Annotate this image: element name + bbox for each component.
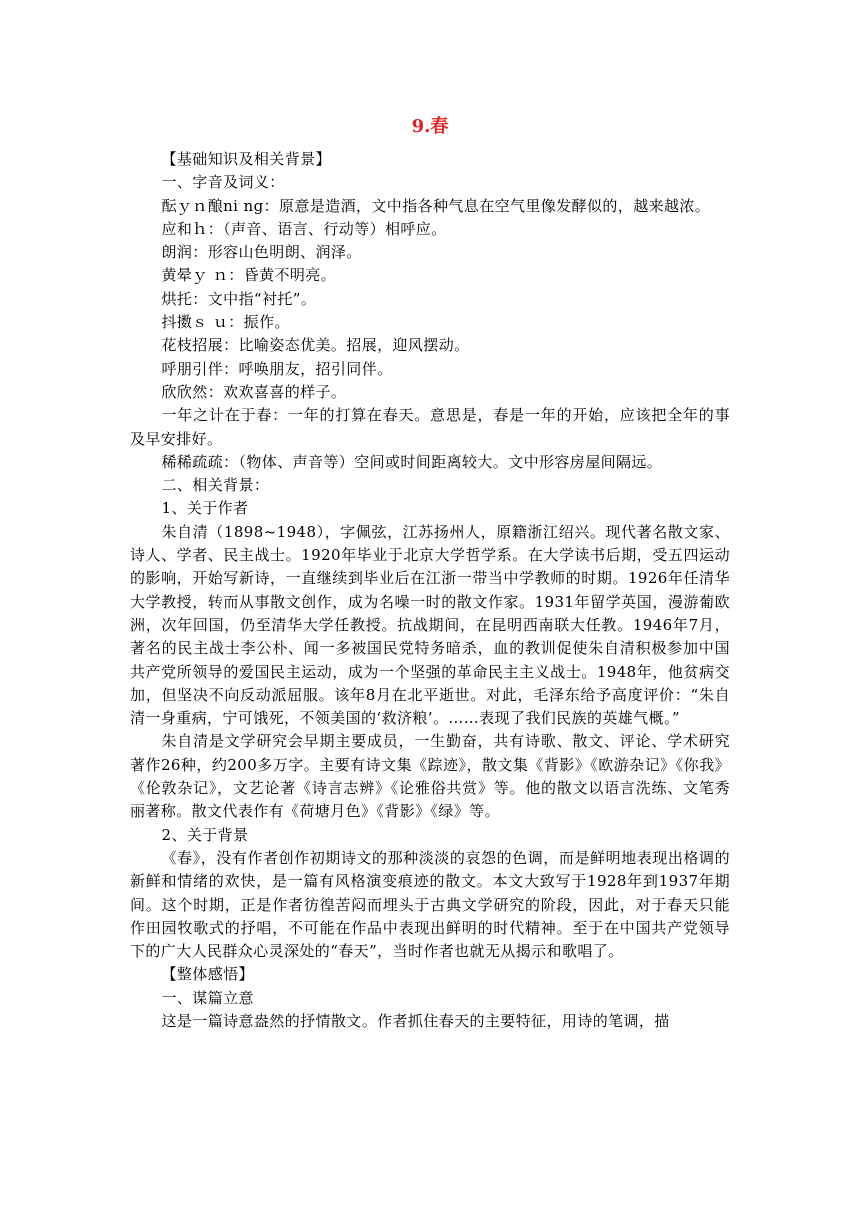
section-heading: 【整体感悟】 — [161, 965, 254, 984]
vocab-entry: 应和ｈ：（声音、语言、行动等）相呼应。 — [161, 219, 447, 238]
section-heading: 【基础知识及相关背景】 — [161, 150, 331, 168]
subsection-heading: 二、相关背景： — [161, 476, 270, 495]
body-paragraph: 《春》，没有作者创作初期诗文的那种淡淡的哀怨的色调，而是鲜明地表现出格调的新鲜和情绪的欢快，是一篇有风格演变痕迹的散文。本文大致写于1928年到1937年期间。这个时期，正是作者彷徨苦闷而埋头于古典文学研究的阶段，因此，对于春天只能作田园牧歌式的抒唱，不可能在作品中表现出鲜明的时代精神。至于在中国共产党领导下的广大人民群众心灵深处的“春天”，当时作者也就无从揭示和歌唱了。 — [130, 848, 730, 961]
body-paragraph: 朱自清（1898~1948），字佩弦，江苏扬州人，原籍浙江绍兴。现代著名散文家、诗人、学者、民主战士。1920年毕业于北京大学哲学系。在大学读书后期，受五四运动的影响，开始写新诗，一直继续到毕业后在江浙一带当中学教师的时期。1926年任清华大学教授，转而从事散文创作，成为名噪一时的散文作家。1931年留学英国，漫游葡欧洲，次年回国，仍至清华大学任教授。抗战期间，在昆明西南联大任教。1946年7月，著名的民主战士李公朴、闻一多被国民党特务暗杀，血的教训促使朱自清积极参加中国共产党所领导的爱国民主运动，成为一个坚强的革命民主主义战士。1948年，他贫病交加，但坚决不向反动派屈服。该年8月在北平逝世。对此，毛泽东给予高度评价：“朱自清一身重病，宁可饿死，不领美国的‘救济粮’。……表现了我们民族的英雄气概。” — [130, 522, 730, 728]
vocab-entry: 欣欣然：欢欢喜喜的样子。 — [161, 382, 347, 401]
vocab-entry: 呼朋引伴：呼唤朋友，招引同伴。 — [161, 359, 393, 378]
subsection-heading: 1、关于作者 — [161, 499, 249, 518]
vocab-entry: 花枝招展：比喻姿态优美。招展，迎风摆动。 — [161, 336, 470, 355]
vocab-entry: 抖擞ｓ ｕ：振作。 — [161, 313, 290, 332]
subsection-heading: 一、谋篇立意 — [161, 988, 254, 1007]
vocab-entry: 朗润：形容山色明朗、润泽。 — [161, 243, 362, 262]
vocab-entry: 酝ｙｎ酿ni ng：原意是造酒，文中指各种气息在空气里像发酵似的，越来越浓。 — [161, 196, 711, 215]
vocab-entry: 一年之计在于春：一年的打算在春天。意思是，春是一年的开始，应该把全年的事及早安排好。 — [130, 406, 730, 448]
body-paragraph: 朱自清是文学研究会早期主要成员，一生勤奋，共有诗歌、散文、评论、学术研究著作26种，约200多万字。主要有诗文集《踪迹》，散文集《背影》《欧游杂记》《你我》《伦敦杂记》，文艺论著《诗言志辨》《论雅俗共赏》等。他的散文以语言洗练、文笔秀丽著称。散文代表作有《荷塘月色》《背影》《绿》等。 — [130, 732, 730, 821]
document-body — [130, 148, 730, 1033]
vocab-entry: 黄晕ｙ ｎ：昏黄不明亮。 — [161, 266, 337, 285]
subsection-heading: 2、关于背景 — [161, 825, 249, 844]
document-title: 9.春 — [411, 116, 449, 137]
subsection-heading: 一、字音及词义： — [161, 173, 285, 192]
vocab-entry: 烘托：文中指“衬托”。 — [161, 289, 317, 308]
body-paragraph: 这是一篇诗意盎然的抒情散文。作者抓住春天的主要特征，用诗的笔调，描 — [161, 1011, 670, 1030]
vocab-entry: 稀稀疏疏：（物体、声音等）空间或时间距离较大。文中形容房屋间隔远。 — [161, 452, 663, 471]
